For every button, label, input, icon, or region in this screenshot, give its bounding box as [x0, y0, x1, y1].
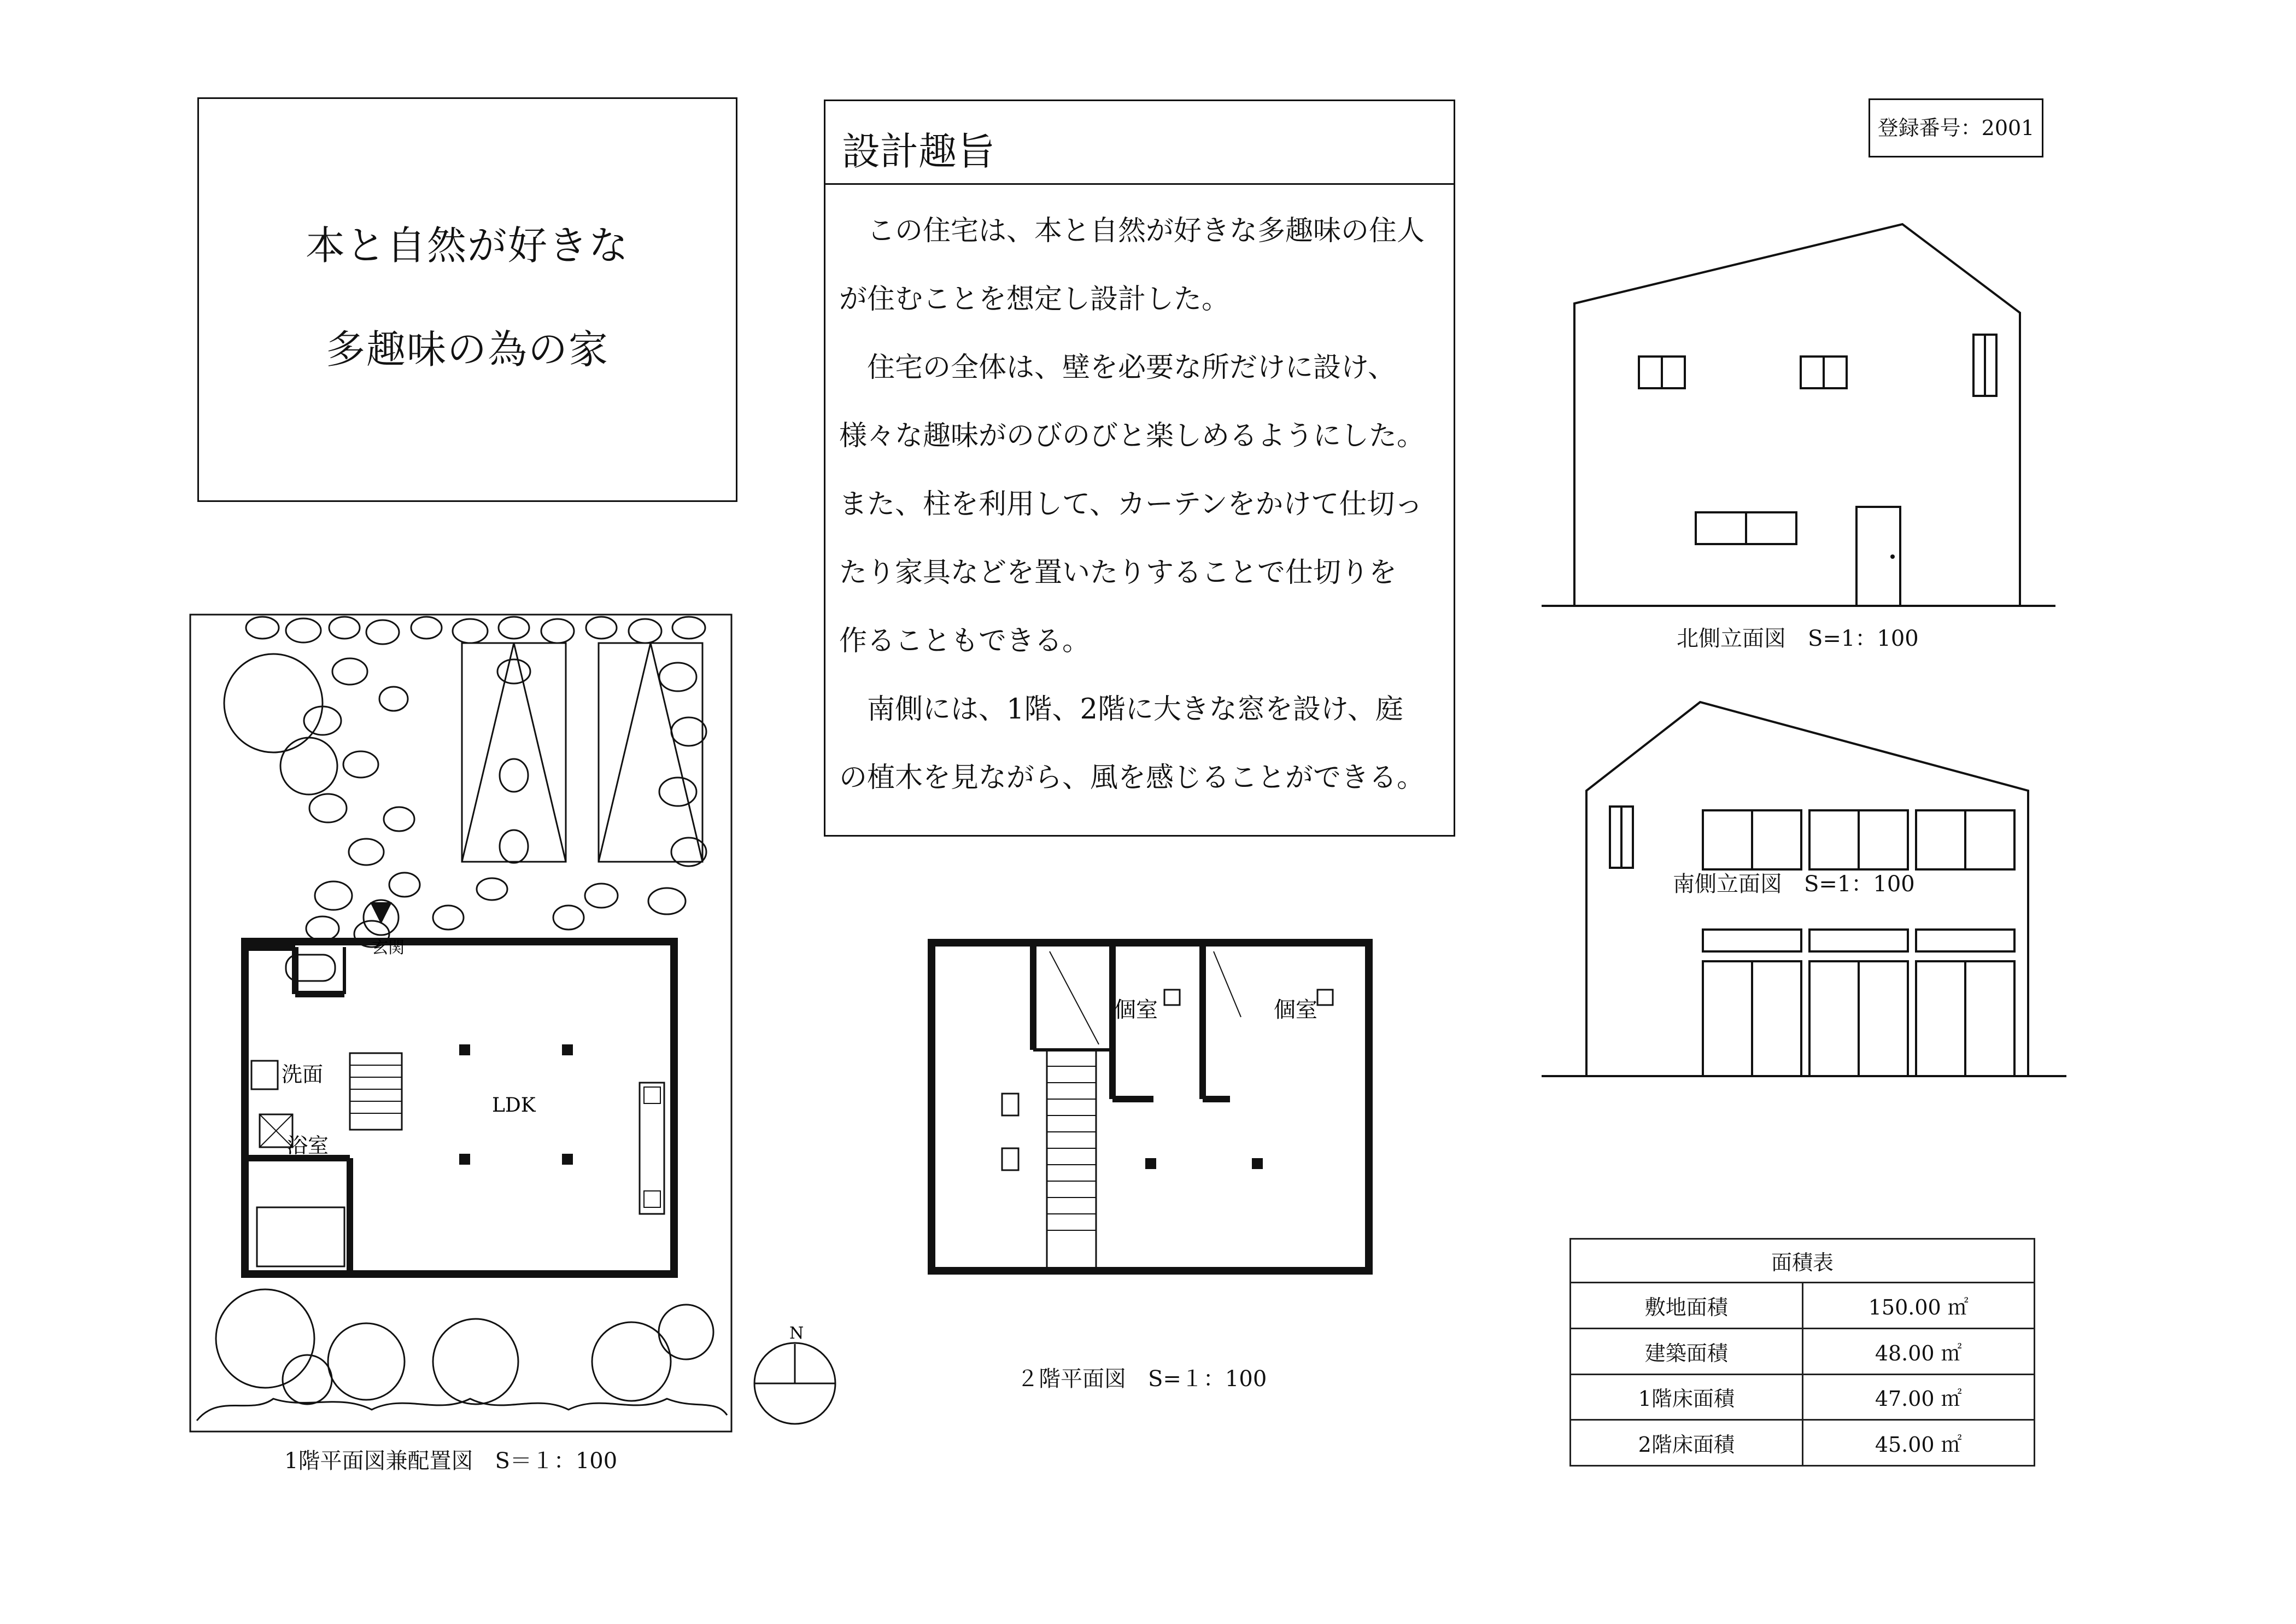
table-row — [1571, 1328, 2035, 1374]
title-box — [197, 97, 737, 502]
room-label-private-1: 個室 — [1114, 997, 1158, 1023]
floor2-columns — [1145, 1158, 1263, 1169]
concept-line: 南側には、1階、2階に大きな窓を設け、庭 — [867, 693, 1403, 726]
second-floor-plan — [924, 935, 1383, 1280]
table-row — [1571, 1374, 2035, 1420]
concept-line: が住むことを想定し設計した。 — [839, 283, 1230, 316]
plan2-caption: ２階平面図 S=１：100 — [1017, 1366, 1267, 1392]
room-label-wash: 洗面 — [282, 1062, 324, 1086]
concept-line: たり家具などを置いたりすることで仕切りを — [839, 557, 1397, 589]
concept-body — [839, 197, 1446, 812]
title-line-2: 多趣味の為の家 — [325, 326, 609, 372]
stone-paving — [246, 617, 706, 947]
plan1-caption: 1階平面図兼配置図 S＝１：100 — [284, 1448, 618, 1474]
table-row — [1571, 1420, 2035, 1466]
concept-heading — [825, 101, 1454, 185]
first-floor-site-plan — [186, 611, 743, 1438]
area-label: 建築面積 — [1571, 1328, 1803, 1374]
design-concept-box — [824, 100, 1455, 837]
concept-heading-text: 設計趣旨 — [842, 129, 995, 174]
concept-line: の植木を見ながら、風を感じることができる。 — [839, 762, 1425, 794]
north-label: N — [789, 1324, 804, 1343]
room-label-entrance: 玄関 — [372, 938, 405, 957]
area-label: 敷地面積 — [1571, 1283, 1803, 1329]
area-table-title: 面積表 — [1571, 1239, 2035, 1283]
concept-line: 様々な趣味がのびのびと楽しめるようにした。 — [839, 420, 1425, 452]
concept-line: 作ることもできる。 — [839, 625, 1091, 657]
concept-line: 住宅の全体は、壁を必要な所だけに設け、 — [867, 352, 1396, 384]
area-label: 2階床面積 — [1571, 1420, 1803, 1466]
north-elevation-caption: 北側立面図 S=1：100 — [1677, 626, 1919, 651]
area-label: 1階床面積 — [1571, 1374, 1803, 1420]
south-elevation-caption: 南側立面図 S=1：100 — [1673, 872, 1915, 897]
north-arrow — [750, 1322, 843, 1437]
concept-line: また、柱を利用して、カーテンをかけて仕切っ — [839, 488, 1423, 521]
concept-line: この住宅は、本と自然が好きな多趣味の住人 — [867, 215, 1425, 247]
room-label-private-2: 個室 — [1274, 997, 1317, 1023]
area-value: 47.00 ㎡ — [1802, 1374, 2035, 1420]
area-value: 150.00 ㎡ — [1802, 1283, 2035, 1329]
table-row — [1571, 1283, 2035, 1329]
title-line-1: 本と自然が好きな — [305, 223, 629, 268]
registration-number: 登録番号：2001 — [1869, 98, 2043, 157]
north-elevation-drawing — [1531, 213, 2066, 618]
room-label-bath: 浴室 — [287, 1134, 329, 1158]
area-value: 45.00 ㎡ — [1802, 1420, 2035, 1466]
area-table — [1569, 1238, 2035, 1467]
room-label-ldk: LDK — [492, 1094, 536, 1117]
area-value: 48.00 ㎡ — [1802, 1328, 2035, 1374]
